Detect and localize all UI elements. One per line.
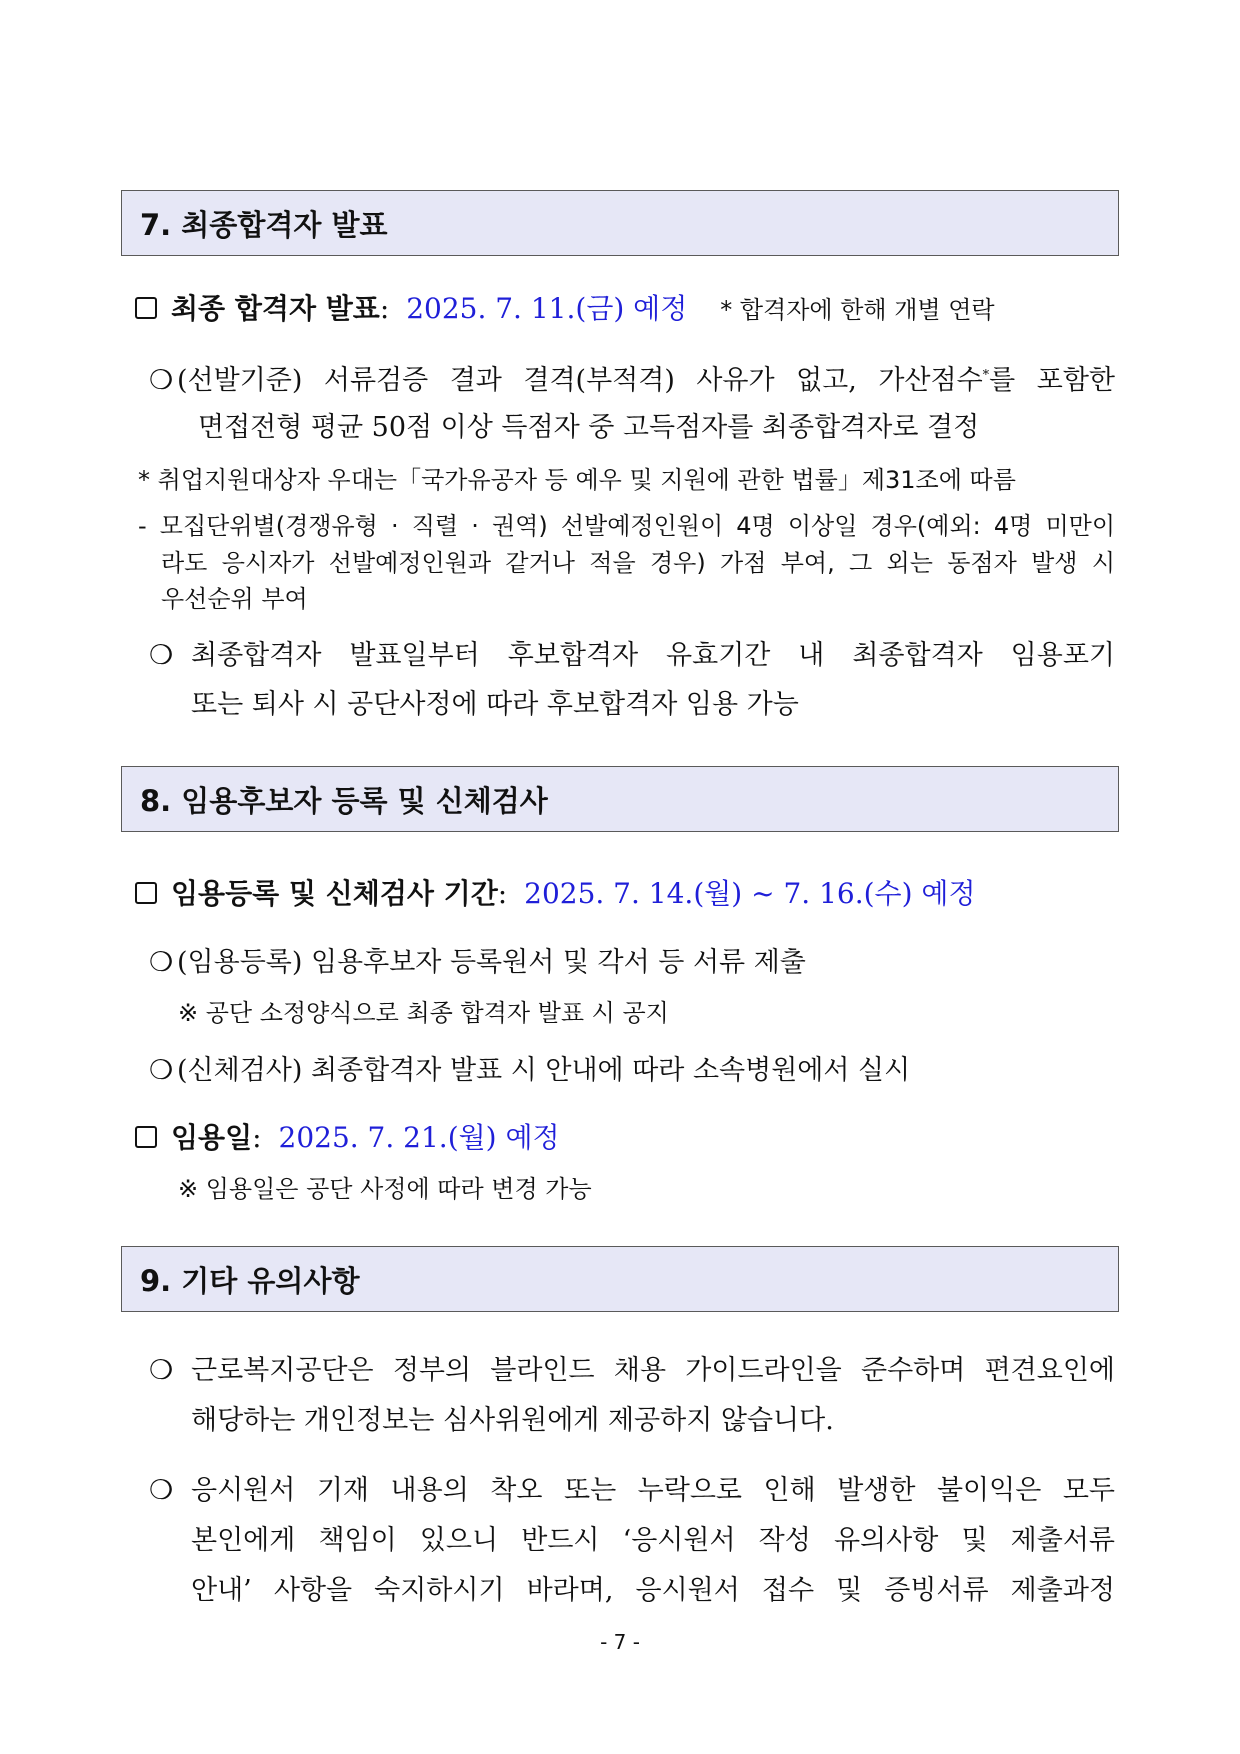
bullet-circle-icon: ❍ bbox=[149, 1475, 174, 1506]
selection-criteria-text-b: 를 포함한 bbox=[989, 365, 1115, 396]
bullet-circle-icon: ❍ bbox=[149, 1355, 174, 1386]
bullet-circle-icon: ❍ bbox=[149, 640, 174, 671]
reserve-candidate-line1 bbox=[149, 633, 1115, 672]
bullet-circle-icon: ❍ bbox=[149, 365, 174, 396]
final-announcement-label: 최종 합격자 발표 bbox=[171, 292, 380, 325]
application-error-text: 응시원서 기재 내용의 착오 또는 누락으로 인해 발생한 불이익은 모두 bbox=[191, 1475, 1115, 1506]
application-error-line2: 본인에게 책임이 있으니 반드시 ‘응시원서 작성 유의사항 및 제출서류 bbox=[191, 1525, 1115, 1556]
colon: : bbox=[497, 877, 508, 910]
section-8-heading-text: 8. 임용후보자 등록 및 신체검사 bbox=[140, 783, 548, 818]
blind-hiring-text: 근로복지공단은 정부의 블라인드 채용 가이드라인을 준수하며 편견요인에 bbox=[191, 1355, 1115, 1386]
section-8-heading bbox=[121, 766, 1119, 832]
colon: : bbox=[252, 1121, 262, 1154]
appointment-date-note: ※ 임용일은 공단 사정에 따라 변경 가능 bbox=[178, 1175, 592, 1203]
selection-criteria-line2: 면접전형 평균 50점 이상 득점자 중 고득점자를 최종합격자로 결정 bbox=[198, 412, 980, 443]
section-7-heading bbox=[121, 190, 1119, 256]
section-9-heading bbox=[121, 1246, 1119, 1312]
final-announcement-note: * 합격자에 한해 개별 연락 bbox=[720, 296, 995, 324]
checkbox-square-icon bbox=[135, 882, 157, 904]
registration-period-date: 2025. 7. 14.(월) ~ 7. 16.(수) 예정 bbox=[524, 877, 976, 910]
section-7-heading-text: 7. 최종합격자 발표 bbox=[140, 207, 388, 242]
registration-bullet-text: (임용등록) 임용후보자 등록원서 및 각서 등 서류 제출 bbox=[177, 947, 806, 978]
bonus-rule-line2: 라도 응시자가 선발예정인원과 같거나 적을 경우) 가점 부여, 그 외는 동점자 발생 시 bbox=[161, 549, 1115, 577]
selection-criteria-text-a: (선발기준) 서류검증 결과 결격(부적격) 사유가 없고, 가산점수 bbox=[177, 365, 983, 396]
appointment-date-label: 임용일 bbox=[171, 1121, 253, 1154]
medical-exam-bullet-text: (신체검사) 최종합격자 발표 시 안내에 따라 소속병원에서 실시 bbox=[177, 1055, 911, 1086]
registration-period-label: 임용등록 및 신체검사 기간 bbox=[171, 877, 498, 910]
colon: : bbox=[379, 292, 390, 325]
registration-note: ※ 공단 소정양식으로 최종 합격자 발표 시 공지 bbox=[178, 999, 669, 1027]
final-announcement-date: 2025. 7. 11.(금) 예정 bbox=[406, 292, 688, 325]
blind-hiring-line2: 해당하는 개인정보는 심사위원에게 제공하지 않습니다. bbox=[191, 1405, 834, 1436]
final-announcement-item bbox=[135, 287, 995, 327]
bonus-rule-line3: 우선순위 부여 bbox=[161, 585, 308, 613]
bonus-rule-line1: - 모집단위별(경쟁유형 · 직렬 · 권역) 선발예정인원이 4명 이상일 경우(예외: 4명 미만이 bbox=[138, 512, 1115, 540]
registration-period-item bbox=[135, 872, 976, 912]
appointment-date-value: 2025. 7. 21.(월) 예정 bbox=[278, 1121, 560, 1154]
page-number: - 7 - bbox=[600, 1630, 640, 1654]
veteran-footnote: * 취업지원대상자 우대는「국가유공자 등 예우 및 지원에 관한 법률」제31조에 따름 bbox=[138, 466, 1016, 494]
reserve-candidate-text: 최종합격자 발표일부터 후보합격자 유효기간 내 최종합격자 임용포기 bbox=[191, 640, 1115, 671]
checkbox-square-icon bbox=[135, 1126, 157, 1148]
section-9-heading-text: 9. 기타 유의사항 bbox=[140, 1263, 360, 1298]
selection-criteria-line1 bbox=[149, 358, 1115, 397]
application-error-line3: 안내’ 사항을 숙지하시기 바라며, 응시원서 접수 및 증빙서류 제출과정 bbox=[191, 1575, 1115, 1606]
checkbox-square-icon bbox=[135, 297, 157, 319]
bullet-circle-icon: ❍ bbox=[149, 947, 174, 978]
footnote-mark: * bbox=[982, 368, 990, 383]
medical-exam-bullet bbox=[149, 1048, 910, 1087]
registration-bullet bbox=[149, 940, 806, 979]
reserve-candidate-line2: 또는 퇴사 시 공단사정에 따라 후보합격자 임용 가능 bbox=[191, 689, 799, 720]
bullet-circle-icon: ❍ bbox=[149, 1055, 174, 1086]
blind-hiring-line1 bbox=[149, 1348, 1115, 1387]
appointment-date-item bbox=[135, 1116, 560, 1156]
application-error-line1 bbox=[149, 1468, 1115, 1507]
